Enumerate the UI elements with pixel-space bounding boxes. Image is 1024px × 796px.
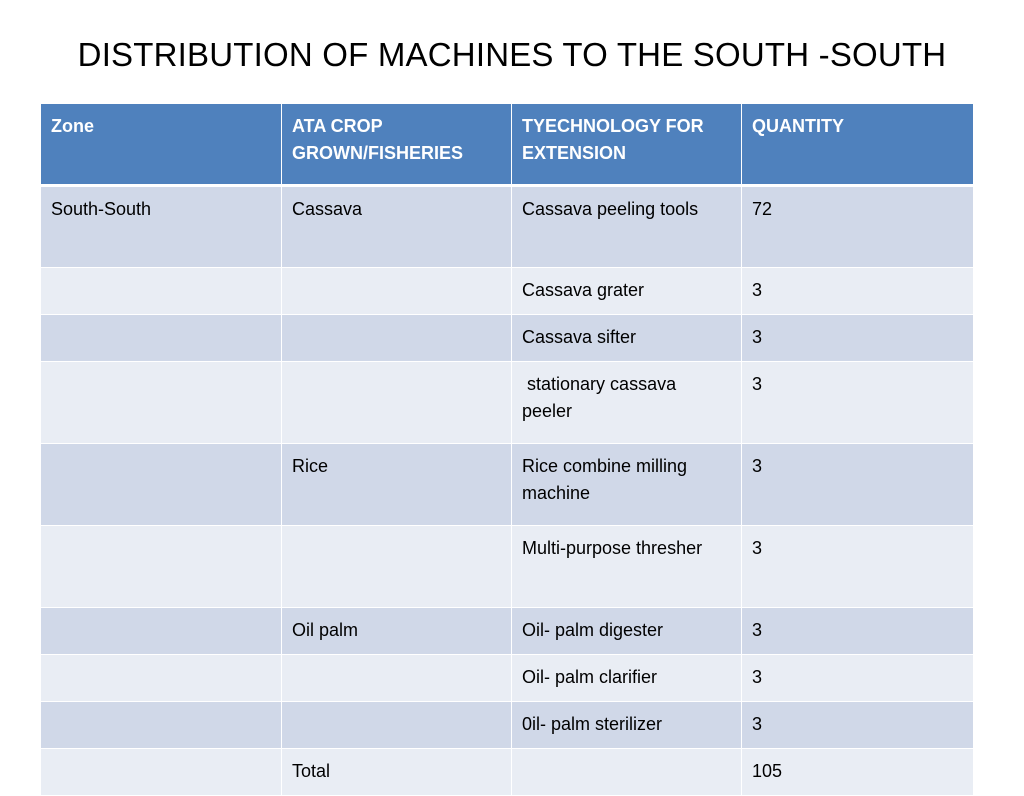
cell-quantity: 3 (742, 315, 974, 362)
cell-crop (282, 268, 512, 315)
cell-technology: Multi-purpose thresher (512, 526, 742, 608)
cell-crop (282, 702, 512, 749)
cell-technology: Cassava grater (512, 268, 742, 315)
cell-quantity: 72 (742, 186, 974, 268)
cell-quantity: 3 (742, 362, 974, 444)
cell-quantity: 105 (742, 749, 974, 796)
cell-crop: Oil palm (282, 608, 512, 655)
cell-quantity: 3 (742, 655, 974, 702)
cell-crop (282, 362, 512, 444)
cell-technology: 0il- palm sterilizer (512, 702, 742, 749)
cell-technology: Oil- palm clarifier (512, 655, 742, 702)
cell-technology: Cassava peeling tools (512, 186, 742, 268)
cell-quantity: 3 (742, 268, 974, 315)
cell-zone (41, 702, 282, 749)
table-header-row (41, 104, 974, 186)
cell-quantity: 3 (742, 526, 974, 608)
cell-crop: Total (282, 749, 512, 796)
table-row (41, 608, 974, 655)
table-row (41, 362, 974, 444)
cell-zone (41, 655, 282, 702)
cell-zone (41, 526, 282, 608)
page-title: DISTRIBUTION OF MACHINES TO THE SOUTH -SOUTH (77, 36, 947, 73)
table-row (41, 526, 974, 608)
table-row (41, 315, 974, 362)
cell-zone (41, 315, 282, 362)
cell-technology (512, 749, 742, 796)
header-crop: ATA CROP GROWN/FISHERIES (282, 104, 512, 186)
cell-crop: Rice (282, 444, 512, 526)
cell-technology: Rice combine milling machine (512, 444, 742, 526)
header-quantity: QUANTITY (742, 104, 974, 186)
cell-zone (41, 608, 282, 655)
cell-technology: Oil- palm digester (512, 608, 742, 655)
header-zone: Zone (41, 104, 282, 186)
cell-crop (282, 526, 512, 608)
cell-crop (282, 655, 512, 702)
cell-technology: Cassava sifter (512, 315, 742, 362)
table-row (41, 655, 974, 702)
cell-zone (41, 749, 282, 796)
cell-zone: South-South (41, 186, 282, 268)
cell-zone (41, 362, 282, 444)
cell-quantity: 3 (742, 702, 974, 749)
cell-quantity: 3 (742, 444, 974, 526)
table-row (41, 444, 974, 526)
cell-zone (41, 444, 282, 526)
table-row (41, 268, 974, 315)
table-row (41, 749, 974, 796)
table-row (41, 186, 974, 268)
distribution-table (40, 103, 974, 796)
header-technology: TYECHNOLOGY FOR EXTENSION (512, 104, 742, 186)
table-row (41, 702, 974, 749)
cell-crop (282, 315, 512, 362)
cell-zone (41, 268, 282, 315)
cell-quantity: 3 (742, 608, 974, 655)
cell-crop: Cassava (282, 186, 512, 268)
cell-technology: stationary cassava peeler (512, 362, 742, 444)
